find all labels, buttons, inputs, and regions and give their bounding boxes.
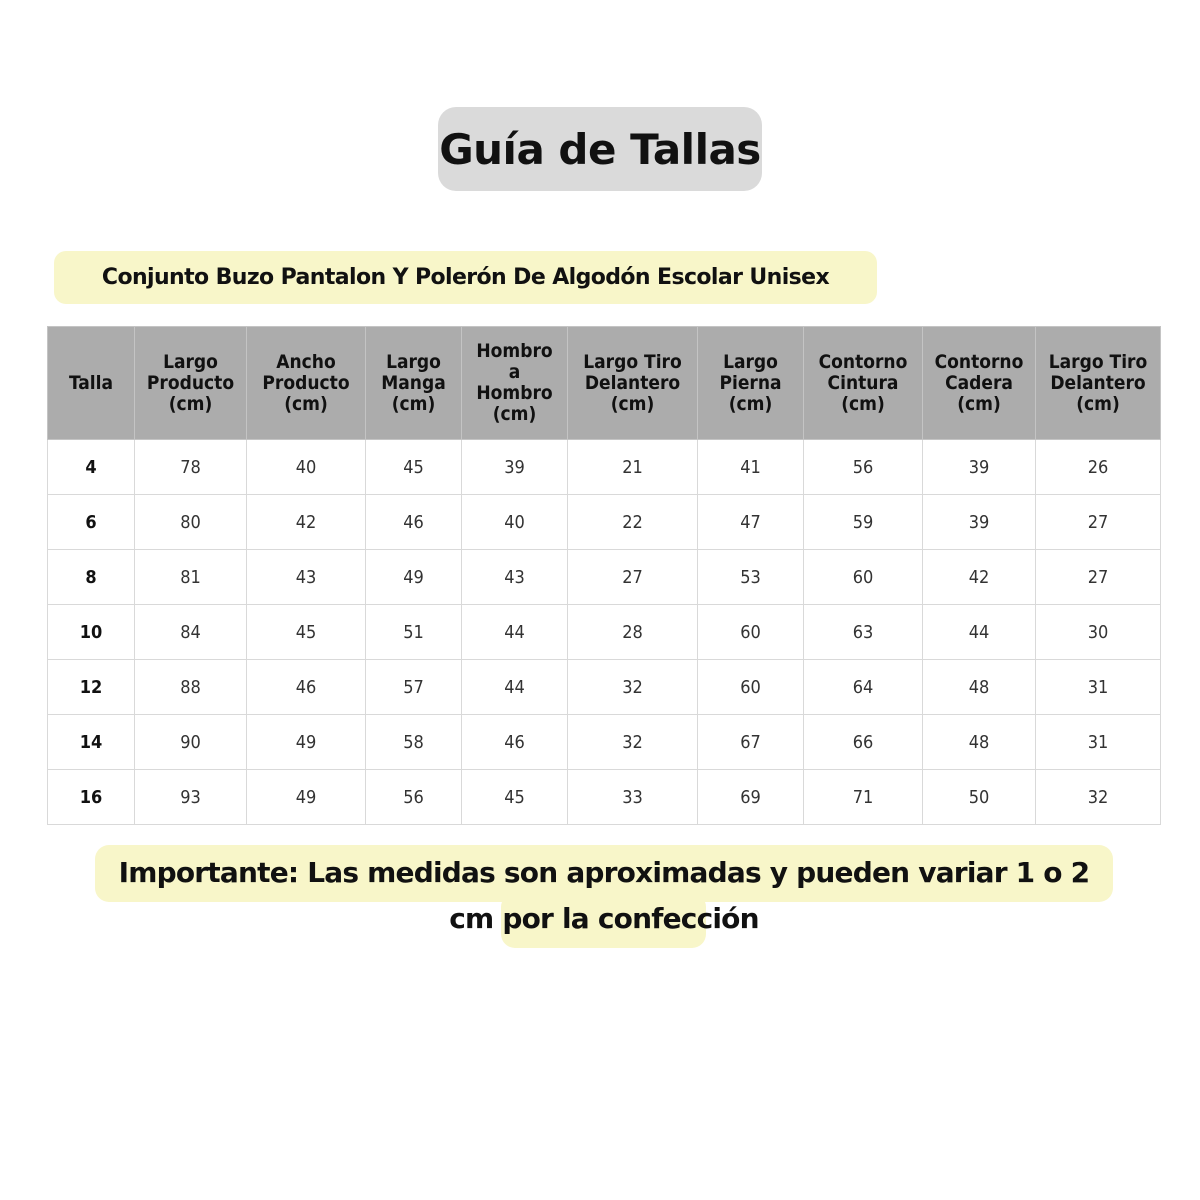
column-header-line: (cm) bbox=[610, 392, 655, 415]
size-cell: 8 bbox=[48, 550, 135, 605]
table-row bbox=[48, 550, 1161, 605]
measurement-cell: 40 bbox=[462, 495, 568, 550]
header-row bbox=[48, 327, 1161, 440]
column-header-line: Cintura bbox=[827, 371, 899, 394]
column-header-line: Largo bbox=[386, 350, 441, 373]
measurement-cell: 49 bbox=[247, 770, 366, 825]
measurement-cell: 88 bbox=[135, 660, 247, 715]
column-header bbox=[698, 327, 804, 440]
measurement-cell: 53 bbox=[698, 550, 804, 605]
measurement-cell: 39 bbox=[923, 495, 1036, 550]
column-header-line: Hombro bbox=[476, 340, 553, 362]
measurement-cell: 71 bbox=[804, 770, 923, 825]
product-name: Conjunto Buzo Pantalon Y Polerón De Algodón Escolar Unisex bbox=[54, 251, 877, 304]
measurement-cell: 42 bbox=[923, 550, 1036, 605]
column-header-line: Largo bbox=[723, 350, 778, 373]
measurement-cell: 21 bbox=[568, 440, 698, 495]
measurement-cell: 48 bbox=[923, 660, 1036, 715]
measurement-cell: 46 bbox=[247, 660, 366, 715]
column-header-line: (cm) bbox=[841, 392, 885, 415]
measurement-cell: 39 bbox=[923, 440, 1036, 495]
measurement-cell: 42 bbox=[247, 495, 366, 550]
table-row bbox=[48, 495, 1161, 550]
column-header-line: Largo Tiro bbox=[583, 350, 682, 373]
column-header-line: Producto bbox=[262, 371, 350, 394]
measurement-cell: 45 bbox=[247, 605, 366, 660]
size-cell: 4 bbox=[48, 440, 135, 495]
measurement-cell: 59 bbox=[804, 495, 923, 550]
measurement-cell: 49 bbox=[366, 550, 462, 605]
column-header-line: Cadera bbox=[945, 371, 1013, 394]
measurement-cell: 32 bbox=[568, 715, 698, 770]
measurement-cell: 27 bbox=[1036, 495, 1161, 550]
measurement-cell: 51 bbox=[366, 605, 462, 660]
column-header-line: Pierna bbox=[719, 371, 782, 394]
measurement-cell: 45 bbox=[462, 770, 568, 825]
column-header-line: Delantero bbox=[1050, 371, 1146, 394]
column-header-line: (cm) bbox=[391, 392, 436, 415]
table-row bbox=[48, 605, 1161, 660]
column-header-line: Manga bbox=[381, 371, 446, 394]
measurement-cell: 26 bbox=[1036, 440, 1161, 495]
measurement-cell: 93 bbox=[135, 770, 247, 825]
size-cell: 14 bbox=[48, 715, 135, 770]
column-header-line: Talla bbox=[69, 371, 113, 394]
column-header-line: Contorno bbox=[818, 350, 908, 373]
measurement-cell: 46 bbox=[462, 715, 568, 770]
measurement-cell: 56 bbox=[366, 770, 462, 825]
size-cell: 12 bbox=[48, 660, 135, 715]
column-header bbox=[135, 327, 247, 440]
measurement-cell: 22 bbox=[568, 495, 698, 550]
size-table bbox=[47, 326, 1161, 825]
page-title: Guía de Tallas bbox=[438, 107, 762, 191]
measurement-cell: 57 bbox=[366, 660, 462, 715]
measurement-cell: 43 bbox=[247, 550, 366, 605]
measurement-cell: 84 bbox=[135, 605, 247, 660]
measurement-cell: 45 bbox=[366, 440, 462, 495]
size-cell: 10 bbox=[48, 605, 135, 660]
measurement-cell: 40 bbox=[247, 440, 366, 495]
measurement-cell: 31 bbox=[1036, 715, 1161, 770]
measurement-cell: 41 bbox=[698, 440, 804, 495]
measurement-cell: 60 bbox=[698, 605, 804, 660]
measurement-cell: 81 bbox=[135, 550, 247, 605]
measurement-cell: 44 bbox=[923, 605, 1036, 660]
measurement-cell: 64 bbox=[804, 660, 923, 715]
column-header-line: Hombro bbox=[476, 382, 553, 404]
measurement-cell: 49 bbox=[247, 715, 366, 770]
measurement-cell: 58 bbox=[366, 715, 462, 770]
column-header bbox=[1036, 327, 1161, 440]
measurement-cell: 50 bbox=[923, 770, 1036, 825]
measurement-cell: 48 bbox=[923, 715, 1036, 770]
column-header-line: Producto bbox=[146, 371, 235, 394]
column-header bbox=[923, 327, 1036, 440]
column-header-line: (cm) bbox=[957, 392, 1001, 415]
measurement-cell: 46 bbox=[366, 495, 462, 550]
measurement-cell: 31 bbox=[1036, 660, 1161, 715]
column-header bbox=[48, 327, 135, 440]
column-header bbox=[804, 327, 923, 440]
measurement-cell: 30 bbox=[1036, 605, 1161, 660]
measurement-cell: 27 bbox=[568, 550, 698, 605]
column-header-line: Largo bbox=[163, 350, 218, 373]
column-header-line: (cm) bbox=[728, 392, 773, 415]
size-table-body bbox=[48, 440, 1161, 825]
table-row bbox=[48, 660, 1161, 715]
measurement-cell: 80 bbox=[135, 495, 247, 550]
column-header-line: Ancho bbox=[276, 350, 336, 373]
column-header-line: (cm) bbox=[492, 403, 537, 425]
measurement-cell: 32 bbox=[1036, 770, 1161, 825]
size-cell: 6 bbox=[48, 495, 135, 550]
size-table-header bbox=[48, 327, 1161, 440]
column-header-line: a bbox=[508, 361, 521, 383]
column-header-line: Delantero bbox=[584, 371, 681, 394]
measurement-cell: 39 bbox=[462, 440, 568, 495]
column-header bbox=[568, 327, 698, 440]
column-header bbox=[462, 327, 568, 440]
measurement-cell: 56 bbox=[804, 440, 923, 495]
measurement-cell: 60 bbox=[804, 550, 923, 605]
measurement-cell: 44 bbox=[462, 660, 568, 715]
table-row bbox=[48, 715, 1161, 770]
column-header-line: Contorno bbox=[934, 350, 1024, 373]
measurement-cell: 27 bbox=[1036, 550, 1161, 605]
column-header bbox=[247, 327, 366, 440]
measurement-cell: 28 bbox=[568, 605, 698, 660]
size-cell: 16 bbox=[48, 770, 135, 825]
column-header-line: (cm) bbox=[1076, 392, 1120, 415]
column-header-line: Largo Tiro bbox=[1048, 350, 1148, 373]
measurement-cell: 69 bbox=[698, 770, 804, 825]
measurement-cell: 44 bbox=[462, 605, 568, 660]
measurement-cell: 60 bbox=[698, 660, 804, 715]
measurement-cell: 66 bbox=[804, 715, 923, 770]
measurement-cell: 33 bbox=[568, 770, 698, 825]
column-header-line: (cm) bbox=[168, 392, 213, 415]
measurement-cell: 67 bbox=[698, 715, 804, 770]
measurement-cell: 32 bbox=[568, 660, 698, 715]
measurement-cell: 43 bbox=[462, 550, 568, 605]
table-row bbox=[48, 440, 1161, 495]
measurement-cell: 78 bbox=[135, 440, 247, 495]
column-header-line: (cm) bbox=[284, 392, 328, 415]
measurement-cell: 63 bbox=[804, 605, 923, 660]
important-note: Importante: Las medidas son aproximadas y pueden variar 1 o 2 cm por la confección bbox=[118, 856, 1090, 935]
table-row bbox=[48, 770, 1161, 825]
measurement-cell: 90 bbox=[135, 715, 247, 770]
column-header bbox=[366, 327, 462, 440]
measurement-cell: 47 bbox=[698, 495, 804, 550]
